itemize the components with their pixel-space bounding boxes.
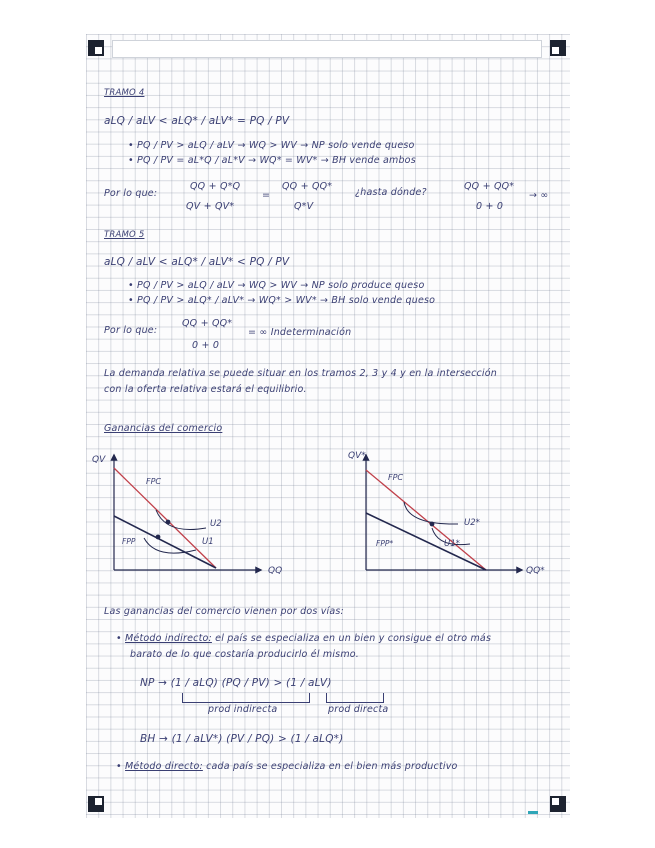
np-equation: NP → (1 / aLQ) (PQ / PV) > (1 / aLV) bbox=[140, 677, 332, 689]
tramo4-frac2-den: Q*V bbox=[294, 201, 314, 212]
tramo5-condition: aLQ / aLV < aLQ* / aLV* < PQ / PV bbox=[104, 256, 290, 268]
left-x-label: QQ bbox=[268, 566, 283, 576]
bh-equation: BH → (1 / aLV*) (PV / PQ) > (1 / aLQ*) bbox=[140, 733, 344, 745]
left-u1-label: U1 bbox=[202, 537, 214, 547]
corner-marker-bottom-left bbox=[88, 796, 104, 812]
corner-marker-top-left bbox=[88, 40, 104, 56]
tramo5-result: = ∞ Indeterminación bbox=[248, 327, 352, 338]
header-box bbox=[112, 40, 542, 58]
tramo4-frac1-num: QQ + Q*Q bbox=[190, 181, 241, 192]
tramo5-frac-num: QQ + QQ* bbox=[182, 318, 233, 329]
tramo5-heading: TRAMO 5 bbox=[104, 230, 145, 240]
ganancias-heading: Ganancias del comercio bbox=[104, 423, 223, 434]
left-consumption-point bbox=[166, 520, 171, 525]
tramo4-heading: TRAMO 4 bbox=[104, 88, 145, 98]
corner-marker-bottom-right bbox=[550, 796, 566, 812]
left-u2-curve bbox=[156, 510, 206, 530]
tramo4-bullet-1: • PQ / PV > aLQ / aLV → WQ > WV → NP solo vende queso bbox=[128, 140, 415, 151]
tramo5-bullet-2-text: PQ / PV > aLQ* / aLV* → WQ* > WV* → BH solo vende queso bbox=[137, 295, 436, 306]
corner-marker-top-right bbox=[550, 40, 566, 56]
tramo5-frac-den: 0 + 0 bbox=[192, 340, 220, 351]
tramo4-eq: = bbox=[262, 190, 271, 201]
tramo4-frac3-den: 0 + 0 bbox=[476, 201, 504, 212]
tramo5-bullet-1: • PQ / PV > aLQ / aLV → WQ > WV → NP solo produce queso bbox=[128, 280, 425, 291]
prod-directa-label: prod directa bbox=[328, 704, 389, 715]
left-y-label: QV bbox=[92, 455, 106, 465]
metodo-indirecto-line: • Método indirecto: el país se especializa en un bien y consigue el otro más bbox=[116, 633, 492, 644]
metodo-directo-text: cada país se especializa en el bien más productivo bbox=[206, 761, 458, 772]
tramo4-porlo-label: Por lo que: bbox=[104, 188, 158, 199]
left-fpc-line bbox=[114, 468, 216, 568]
left-fpc-label: FPC bbox=[146, 477, 162, 486]
graph-right bbox=[348, 451, 545, 576]
tramo4-limit: → ∞ bbox=[529, 190, 549, 201]
left-u2-label: U2 bbox=[210, 519, 222, 529]
right-fpp-label: FPP* bbox=[376, 539, 394, 548]
ganancias-text: Las ganancias del comercio vienen por dos vías: bbox=[104, 606, 344, 617]
right-fpc-label: FPC bbox=[388, 473, 404, 482]
cyan-tab-marker bbox=[528, 811, 538, 814]
tramo4-bullet-2: • PQ / PV = aL*Q / aL*V → WQ* = WV* → BH vende ambos bbox=[128, 155, 416, 166]
metodo-directo-line: • Método directo: cada país se especializa en el bien más productivo bbox=[116, 761, 458, 772]
left-fpp-label: FPP bbox=[122, 537, 136, 546]
summary-line-1: La demanda relativa se puede situar en los tramos 2, 3 y 4 y en la intersección bbox=[104, 368, 498, 379]
metodo-indirecto-text-2: barato de lo que costaría producirlo él mismo. bbox=[130, 649, 360, 660]
prod-indirecta-label: prod indirecta bbox=[208, 704, 278, 715]
right-u2-curve bbox=[404, 502, 458, 524]
tramo4-bullet-1-text: PQ / PV > aLQ / aLV → WQ > WV → NP solo vende queso bbox=[137, 140, 415, 151]
metodo-directo-label: Método directo: bbox=[125, 761, 203, 772]
tramo5-bullet-2: • PQ / PV > aLQ* / aLV* → WQ* > WV* → BH solo vende queso bbox=[128, 295, 436, 306]
right-x-label: QQ* bbox=[526, 566, 545, 576]
tramo4-condition: aLQ / aLV < aLQ* / aLV* = PQ / PV bbox=[104, 115, 290, 127]
tramo4-frac2-num: QQ + QQ* bbox=[282, 181, 333, 192]
right-y-label: QV* bbox=[348, 451, 366, 461]
metodo-indirecto-text: el país se especializa en un bien y consigue el otro más bbox=[215, 633, 492, 644]
left-production-point bbox=[156, 535, 161, 540]
tramo4-hasta: ¿hasta dónde? bbox=[355, 187, 427, 198]
right-u1-label: U1* bbox=[444, 539, 460, 549]
tramo4-frac1-den: QV + QV* bbox=[186, 201, 235, 212]
summary-line-2: con la oferta relativa estará el equilibrio. bbox=[104, 384, 307, 395]
graph-left bbox=[92, 455, 282, 576]
prod-indirecta-bracket bbox=[182, 693, 310, 703]
tramo4-frac3-num: QQ + QQ* bbox=[464, 181, 515, 192]
prod-directa-bracket bbox=[326, 693, 384, 703]
right-consumption-point bbox=[430, 522, 435, 527]
metodo-indirecto-label: Método indirecto: bbox=[125, 633, 212, 644]
right-u2-label: U2* bbox=[464, 518, 480, 528]
tramo5-porlo-label: Por lo que: bbox=[104, 325, 158, 336]
tramo5-bullet-1-text: PQ / PV > aLQ / aLV → WQ > WV → NP solo produce queso bbox=[137, 280, 425, 291]
tramo4-bullet-2-text: PQ / PV = aL*Q / aL*V → WQ* = WV* → BH vende ambos bbox=[137, 155, 416, 166]
gains-graphs bbox=[86, 440, 570, 590]
